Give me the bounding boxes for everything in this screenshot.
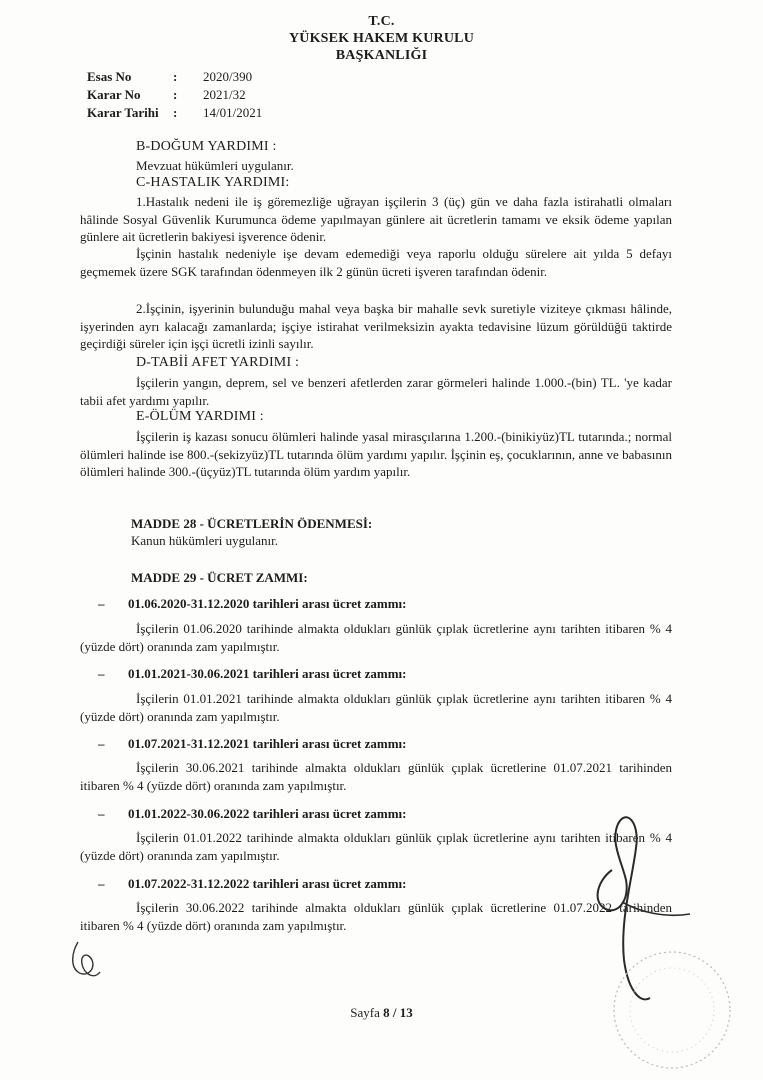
footer-page-number: 8 / 13 — [383, 1005, 413, 1020]
header-presidency: BAŞKANLIĞI — [335, 48, 428, 63]
period-dash: – — [98, 876, 105, 891]
meta-key: Karar Tarihi — [87, 105, 159, 120]
period-text: İşçilerin 01.06.2020 tarihinde almakta oldukları günlük çıplak ücretlerine aynı tarihten itibaren % 4 (yüzde dört) oranında zam yapılmıştır. — [80, 621, 672, 654]
header-tc: T.C. — [368, 14, 395, 29]
period-title-text: 01.07.2021-31.12.2021 tarihleri arası ücret zammı: — [128, 736, 407, 751]
section-c-paragraph-1: 1.Hastalık nedeni ile iş göremezliğe uğrayan işçilerin 3 (üç) gün ve daha fazla istirahatli olmaları hâlinde Sosyal Güvenlik Kurumunca ödeme yapılmayan günlere ait ücretlerin tamamı ve eksik ödeme yapılan günlere ait ücretlerin bakiyesi işverence ödenir. — [80, 194, 672, 244]
period-dash: – — [98, 596, 105, 611]
seal-mark — [630, 968, 714, 1052]
meta-colon: : — [173, 87, 178, 102]
section-c-paragraph-3: 2.İşçinin, işyerinin bulunduğu mahal veya başka bir mahalle sevk suretiyle viziteye çıkması hâlinde, işyerinden ayrı kalacağı zamanlarda; işçiye istirahat verilmeksizin ayakta tedavisine lüzum görüldüğü taktirde geçirdiği süreler için işçi ücretli izinli sayılır. — [80, 301, 672, 351]
section-b-text: Mevzuat hükümleri uygulanır. — [136, 158, 294, 173]
period-text: İşçilerin 01.01.2021 tarihinde almakta oldukları günlük çıplak ücretlerine aynı tarihten itibaren % 4 (yüzde dört) oranında zam yapılmıştır. — [80, 691, 672, 724]
section-c-paragraph-2: İşçinin hastalık nedeniyle işe devam edemediği veya raporlu olduğu sürelere ait yılda 5 defayı geçmemek üzere SGK tarafından ödenmeyen ilk 2 günün ücreti işveren tarafından ödenir. — [80, 246, 672, 279]
meta-colon: : — [173, 69, 178, 84]
madde-28-text: Kanun hükümleri uygulanır. — [131, 533, 278, 548]
section-d-text: İşçilerin yangın, deprem, sel ve benzeri afetlerden zarar görmeleri halinde 1.000.-(bin) TL. 'ye kadar tabii afet yardımı yapılır. — [80, 375, 672, 408]
madde-28-title: MADDE 28 - ÜCRETLERİN ÖDENMESİ: — [131, 516, 373, 531]
signature-mark — [598, 817, 650, 999]
section-b-title: B-DOĞUM YARDIMI : — [136, 139, 277, 154]
period-text: İşçilerin 30.06.2021 tarihinde almakta oldukları günlük çıplak ücretlerine 01.07.2021 tarihinden itibaren % 4 (yüzde dört) oranında zam yapılmıştır. — [80, 760, 672, 793]
period-text: İşçilerin 01.01.2022 tarihinde almakta oldukları günlük çıplak ücretlerine aynı tarihten itibaren % 4 (yüzde dört) oranında zam yapılmıştır. — [80, 830, 672, 863]
meta-key: Esas No — [87, 69, 132, 84]
footer-prefix: Sayfa — [350, 1005, 380, 1020]
section-e-text: İşçilerin iş kazası sonucu ölümleri halinde yasal mirasçılarına 1.200.-(binikiyüz)TL tutarında.; normal ölümleri halinde ise 800.-(sekizyüz)TL tutarında ölüm yardımı yapılır. İşçinin eş, çocuklarının, anne ve babasının ölümleri halinde 300.-(üçyüz)TL tutarında ölüm yardım yapılır. — [80, 429, 672, 479]
meta-value: 2021/32 — [203, 87, 246, 102]
signature-mark — [622, 902, 690, 915]
section-e-title: E-ÖLÜM YARDIMI : — [136, 409, 264, 424]
section-c-title: C-HASTALIK YARDIMI: — [136, 175, 290, 190]
period-dash: – — [98, 736, 105, 751]
period-text: İşçilerin 30.06.2022 tarihinde almakta oldukları günlük çıplak ücretlerine 01.07.2022 tarihinden itibaren % 4 (yüzde dört) oranında zam yapılmıştır. — [80, 900, 672, 933]
period-title-text: 01.01.2022-30.06.2022 tarihleri arası ücret zammı: — [128, 806, 407, 821]
header-institution: YÜKSEK HAKEM KURULU — [288, 31, 475, 46]
seal-mark — [614, 952, 730, 1068]
period-title-text: 01.01.2021-30.06.2021 tarihleri arası ücret zammı: — [128, 666, 407, 681]
period-dash: – — [98, 666, 105, 681]
meta-value: 2020/390 — [203, 69, 253, 84]
period-dash: – — [98, 806, 105, 821]
meta-colon: : — [173, 105, 178, 120]
period-title-text: 01.06.2020-31.12.2020 tarihleri arası ücret zammı: — [128, 596, 407, 611]
meta-value: 14/01/2021 — [203, 105, 263, 120]
madde-29-title: MADDE 29 - ÜCRET ZAMMI: — [131, 570, 308, 585]
margin-initial-mark — [73, 942, 100, 976]
section-d-title: D-TABİİ AFET YARDIMI : — [136, 355, 300, 370]
period-title-text: 01.07.2022-31.12.2022 tarihleri arası ücret zammı: — [128, 876, 407, 891]
meta-key: Karar No — [87, 87, 141, 102]
